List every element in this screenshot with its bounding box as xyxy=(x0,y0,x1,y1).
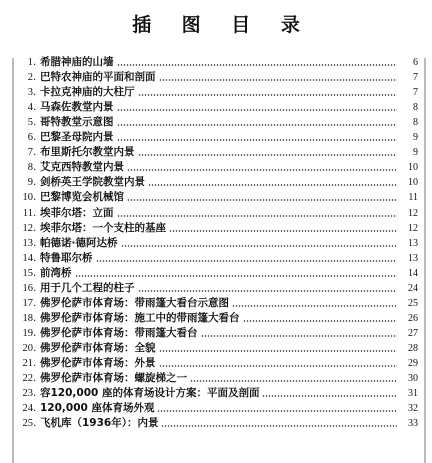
entry-number-dot: . xyxy=(33,191,37,204)
entry-number-dot: . xyxy=(33,372,37,385)
entry-number-dot: . xyxy=(33,236,37,249)
entry-number: 7 xyxy=(27,147,33,159)
toc-entry xyxy=(16,281,418,296)
toc-entry xyxy=(16,175,418,190)
entry-page-number: 8 xyxy=(413,102,418,114)
entry-page-number: 10 xyxy=(408,162,418,174)
entry-title: 120,000 座体育场外观 xyxy=(40,402,155,415)
entry-title: 埃菲尔塔：立面 xyxy=(40,206,114,219)
entry-number: 11 xyxy=(22,207,33,219)
entry-number: 15 xyxy=(22,267,33,279)
entry-page-number: 9 xyxy=(413,147,418,159)
entry-number-dot: . xyxy=(33,387,37,400)
entry-number-dot: . xyxy=(33,146,37,159)
entry-number: 9 xyxy=(27,177,33,189)
entry-number-dot: . xyxy=(33,206,37,219)
dot-leader xyxy=(190,380,397,382)
entry-number: 4 xyxy=(27,102,33,114)
dot-leader xyxy=(262,395,397,397)
entry-title: 巴特农神庙的平面和剖面 xyxy=(40,71,156,84)
dot-leader xyxy=(161,425,397,427)
entry-number: 17 xyxy=(22,297,33,309)
entry-number-dot: . xyxy=(33,176,37,189)
toc-entry xyxy=(16,341,418,356)
toc-entry xyxy=(16,55,418,70)
entry-number: 24 xyxy=(22,403,33,415)
entry-number-dot: . xyxy=(33,402,37,415)
entry-number-dot: . xyxy=(33,101,37,114)
toc-entry xyxy=(16,190,418,205)
toc-entry xyxy=(16,416,418,431)
entry-number-dot: . xyxy=(33,71,37,84)
toc-entry xyxy=(16,160,418,175)
toc-entry xyxy=(16,236,418,251)
entry-page-number: 10 xyxy=(408,177,418,189)
entry-title: 容120,000 座的体育场设计方案：平面及剖面 xyxy=(40,387,260,400)
toc-entry xyxy=(16,100,418,115)
entry-number: 10 xyxy=(22,192,33,204)
entry-page-number: 8 xyxy=(413,117,418,129)
entry-title: 巴黎博览会机械馆 xyxy=(40,191,124,204)
entry-page-number: 24 xyxy=(408,282,418,294)
entry-page-number: 13 xyxy=(408,237,418,249)
entry-page-number: 7 xyxy=(413,72,418,84)
entry-number-dot: . xyxy=(33,116,37,129)
dot-leader xyxy=(121,245,398,247)
entry-page-number: 28 xyxy=(408,342,418,354)
entry-number: 19 xyxy=(22,327,33,339)
toc-entry xyxy=(16,145,418,160)
entry-title: 前湾桥 xyxy=(40,266,72,279)
entry-number: 6 xyxy=(27,132,33,144)
entry-number: 22 xyxy=(22,373,33,385)
entry-number: 20 xyxy=(22,342,33,354)
toc-entry xyxy=(16,356,418,371)
entry-number-dot: . xyxy=(33,326,37,339)
entry-number-dot: . xyxy=(33,266,37,279)
toc-entry xyxy=(16,371,418,386)
entry-number: 3 xyxy=(27,87,33,99)
entry-number: 12 xyxy=(22,222,33,234)
entry-number: 25 xyxy=(22,418,33,430)
entry-title: 佛罗伦萨市体育场：带雨篷大看台 xyxy=(40,326,198,339)
entry-number-dot: . xyxy=(33,221,37,234)
dot-leader xyxy=(96,260,398,262)
entry-title: 用于几个工程的柱子 xyxy=(40,281,135,294)
entry-title: 巴黎圣母院内景 xyxy=(40,131,114,144)
entry-number-dot: . xyxy=(33,86,37,99)
entry-page-number: 27 xyxy=(408,327,418,339)
entry-page-number: 33 xyxy=(408,418,418,430)
toc-list xyxy=(16,55,418,431)
toc-entry xyxy=(16,221,418,236)
entry-number-dot: . xyxy=(33,296,37,309)
toc-entry xyxy=(16,311,418,326)
entry-number: 16 xyxy=(22,282,33,294)
dot-leader xyxy=(157,410,397,412)
dot-leader xyxy=(243,320,398,322)
entry-number: 14 xyxy=(22,252,33,264)
entry-number-dot: . xyxy=(33,56,37,69)
entry-page-number: 12 xyxy=(408,222,418,234)
entry-title: 佛罗伦萨市体育场：全貌 xyxy=(40,341,156,354)
entry-title: 帕德诺·德阿达桥 xyxy=(40,236,118,249)
entry-title: 剑桥英王学院教堂内景 xyxy=(40,176,145,189)
dot-leader xyxy=(148,184,397,186)
toc-entry xyxy=(16,326,418,341)
entry-title: 飞机库（1936年）：内景 xyxy=(40,417,159,430)
dot-leader xyxy=(117,124,398,126)
entry-number: 18 xyxy=(22,312,33,324)
entry-number: 13 xyxy=(22,237,33,249)
toc-entry xyxy=(16,205,418,220)
entry-page-number: 25 xyxy=(408,297,418,309)
toc-entry xyxy=(16,251,418,266)
entry-page-number: 13 xyxy=(408,252,418,264)
entry-number: 1 xyxy=(27,57,33,69)
dot-leader xyxy=(127,169,397,171)
entry-page-number: 30 xyxy=(408,373,418,385)
dot-leader xyxy=(159,79,398,81)
entry-page-number: 26 xyxy=(408,312,418,324)
left-margin-line xyxy=(12,58,14,463)
toc-entry xyxy=(16,130,418,145)
dot-leader xyxy=(138,94,398,96)
entry-title: 佛罗伦萨市体育场：外景 xyxy=(40,356,156,369)
entry-title: 佛罗伦萨市体育场：带雨篷大看台示意图 xyxy=(40,296,229,309)
entry-number-dot: . xyxy=(33,341,37,354)
dot-leader xyxy=(159,350,398,352)
dot-leader xyxy=(138,154,398,156)
entry-title: 佛罗伦萨市体育场：螺旋梯之一 xyxy=(40,372,187,385)
entry-number: 23 xyxy=(22,388,33,400)
entry-page-number: 9 xyxy=(413,132,418,144)
entry-page-number: 7 xyxy=(413,87,418,99)
entry-page-number: 32 xyxy=(408,403,418,415)
entry-number: 2 xyxy=(27,72,33,84)
entry-page-number: 12 xyxy=(408,207,418,219)
toc-entry xyxy=(16,115,418,130)
dot-leader xyxy=(117,64,398,66)
dot-leader xyxy=(201,335,398,337)
dot-leader xyxy=(127,199,397,201)
dot-leader xyxy=(232,305,397,307)
toc-entry xyxy=(16,386,418,401)
dot-leader xyxy=(169,230,397,232)
entry-title: 埃菲尔塔：一个支柱的基座 xyxy=(40,221,166,234)
entry-number: 8 xyxy=(27,162,33,174)
entry-title: 艾克西特教堂内景 xyxy=(40,161,124,174)
dot-leader xyxy=(117,109,398,111)
entry-page-number: 6 xyxy=(413,57,418,69)
entry-number: 5 xyxy=(27,117,33,129)
dot-leader xyxy=(159,365,398,367)
entry-number-dot: . xyxy=(33,251,37,264)
toc-entry xyxy=(16,266,418,281)
dot-leader xyxy=(117,215,398,217)
dot-leader xyxy=(138,290,398,292)
entry-page-number: 11 xyxy=(408,192,418,204)
entry-title: 布里斯托尔教堂内景 xyxy=(40,146,135,159)
entry-page-number: 31 xyxy=(408,388,418,400)
entry-number: 21 xyxy=(22,357,33,369)
entry-title: 卡拉克神庙的大柱厅 xyxy=(40,86,135,99)
entry-number-dot: . xyxy=(33,281,37,294)
entry-page-number: 14 xyxy=(408,267,418,279)
entry-number-dot: . xyxy=(33,356,37,369)
entry-page-number: 29 xyxy=(408,357,418,369)
dot-leader xyxy=(75,275,398,277)
toc-entry xyxy=(16,296,418,311)
entry-number-dot: . xyxy=(33,311,37,324)
entry-title: 希腊神庙的山墙 xyxy=(40,56,114,69)
entry-title: 特鲁耶尔桥 xyxy=(40,251,93,264)
entry-title: 马森佐教堂内景 xyxy=(40,101,114,114)
entry-number-dot: . xyxy=(33,161,37,174)
entry-number-dot: . xyxy=(33,131,37,144)
entry-title: 哥特教堂示意图 xyxy=(40,116,114,129)
toc-entry xyxy=(16,401,418,416)
entry-number-dot: . xyxy=(33,417,37,430)
entry-title: 佛罗伦萨市体育场：施工中的带雨篷大看台 xyxy=(40,311,240,324)
right-margin-line xyxy=(424,58,426,463)
toc-entry xyxy=(16,70,418,85)
dot-leader xyxy=(117,139,398,141)
page-title: 插 图 目 录 xyxy=(132,14,312,36)
toc-entry xyxy=(16,85,418,100)
